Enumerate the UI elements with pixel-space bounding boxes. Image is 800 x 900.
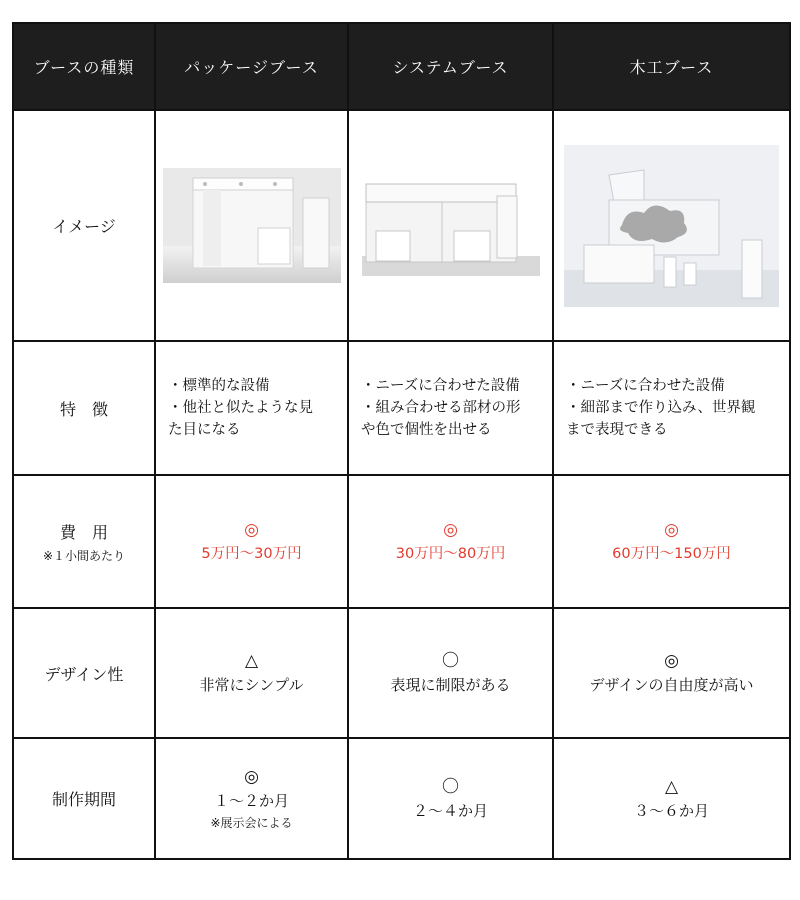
package-cost-cell: [155, 475, 348, 608]
rating-mark: △: [664, 776, 679, 797]
cost-label-text: 費 用: [59, 522, 108, 542]
rating-mark: 〇: [442, 776, 459, 797]
wood-booth-image-cell: [553, 110, 790, 341]
feature-line: まで表現できる: [566, 422, 668, 438]
rating-mark: 〇: [442, 651, 459, 671]
feature-line: ・ニーズに合わせた設備: [566, 378, 725, 394]
wood-design-cell: [553, 608, 790, 738]
system-design-cell: [348, 608, 553, 738]
cost-row: [13, 475, 790, 608]
wood-booth-image: [564, 145, 779, 307]
design-value: 非常にシンプル: [199, 676, 304, 694]
header-booth-type: ブースの種類: [13, 23, 155, 110]
package-features-cell: [155, 341, 348, 475]
period-value: １〜２か月: [213, 791, 289, 810]
system-booth-image: [362, 176, 540, 276]
features-row: [13, 341, 790, 475]
system-booth-image-cell: [348, 110, 553, 341]
header-row: [13, 23, 790, 110]
design-value: デザインの自由度が高い: [589, 676, 754, 694]
rating-mark: ◎: [443, 519, 458, 540]
rating-mark: ◎: [244, 766, 259, 787]
feature-line: ・ニーズに合わせた設備: [361, 378, 520, 394]
cost-value: 5万円〜30万円: [201, 545, 302, 562]
package-booth-image: [163, 168, 341, 283]
period-value: ３〜６か月: [633, 801, 709, 820]
period-note: ※展示会による: [210, 815, 293, 830]
package-period-cell: [155, 738, 348, 859]
features-row-label: 特 徴: [13, 341, 155, 475]
design-row: [13, 608, 790, 738]
header-system-booth: システムブース: [348, 23, 553, 110]
package-booth-image-cell: [155, 110, 348, 341]
design-value: 表現に制限がある: [390, 676, 511, 694]
feature-line: ・他社と似たような見: [168, 400, 313, 416]
feature-line: ・細部まで作り込み、世界観: [566, 400, 756, 416]
rating-mark: ◎: [244, 519, 259, 540]
feature-line: ・標準的な設備: [168, 378, 270, 394]
header-package-booth: パッケージブース: [155, 23, 348, 110]
header-wood-booth: 木工ブース: [553, 23, 790, 110]
cost-label-note: ※１小間あたり: [42, 548, 126, 563]
cost-value: 60万円〜150万円: [612, 545, 731, 562]
wood-period-cell: [553, 738, 790, 859]
image-row-label: イメージ: [13, 110, 155, 341]
design-row-label: デザイン性: [13, 608, 155, 738]
cost-value: 30万円〜80万円: [395, 545, 506, 562]
rating-mark: △: [244, 651, 259, 671]
wood-features-cell: [553, 341, 790, 475]
system-period-cell: [348, 738, 553, 859]
period-value: ２〜４か月: [412, 801, 488, 820]
feature-line: や色で個性を出せる: [361, 422, 492, 438]
period-row: [13, 738, 790, 859]
rating-mark: ◎: [664, 519, 679, 540]
period-row-label: 制作期間: [13, 738, 155, 859]
booth-comparison-table: [12, 22, 791, 860]
cost-row-label: [13, 475, 155, 608]
image-row: [13, 110, 790, 341]
system-features-cell: [348, 341, 553, 475]
wood-cost-cell: [553, 475, 790, 608]
feature-line: た目になる: [168, 422, 241, 438]
feature-line: ・組み合わせる部材の形: [361, 400, 521, 416]
system-cost-cell: [348, 475, 553, 608]
rating-mark: ◎: [664, 651, 679, 671]
package-design-cell: [155, 608, 348, 738]
